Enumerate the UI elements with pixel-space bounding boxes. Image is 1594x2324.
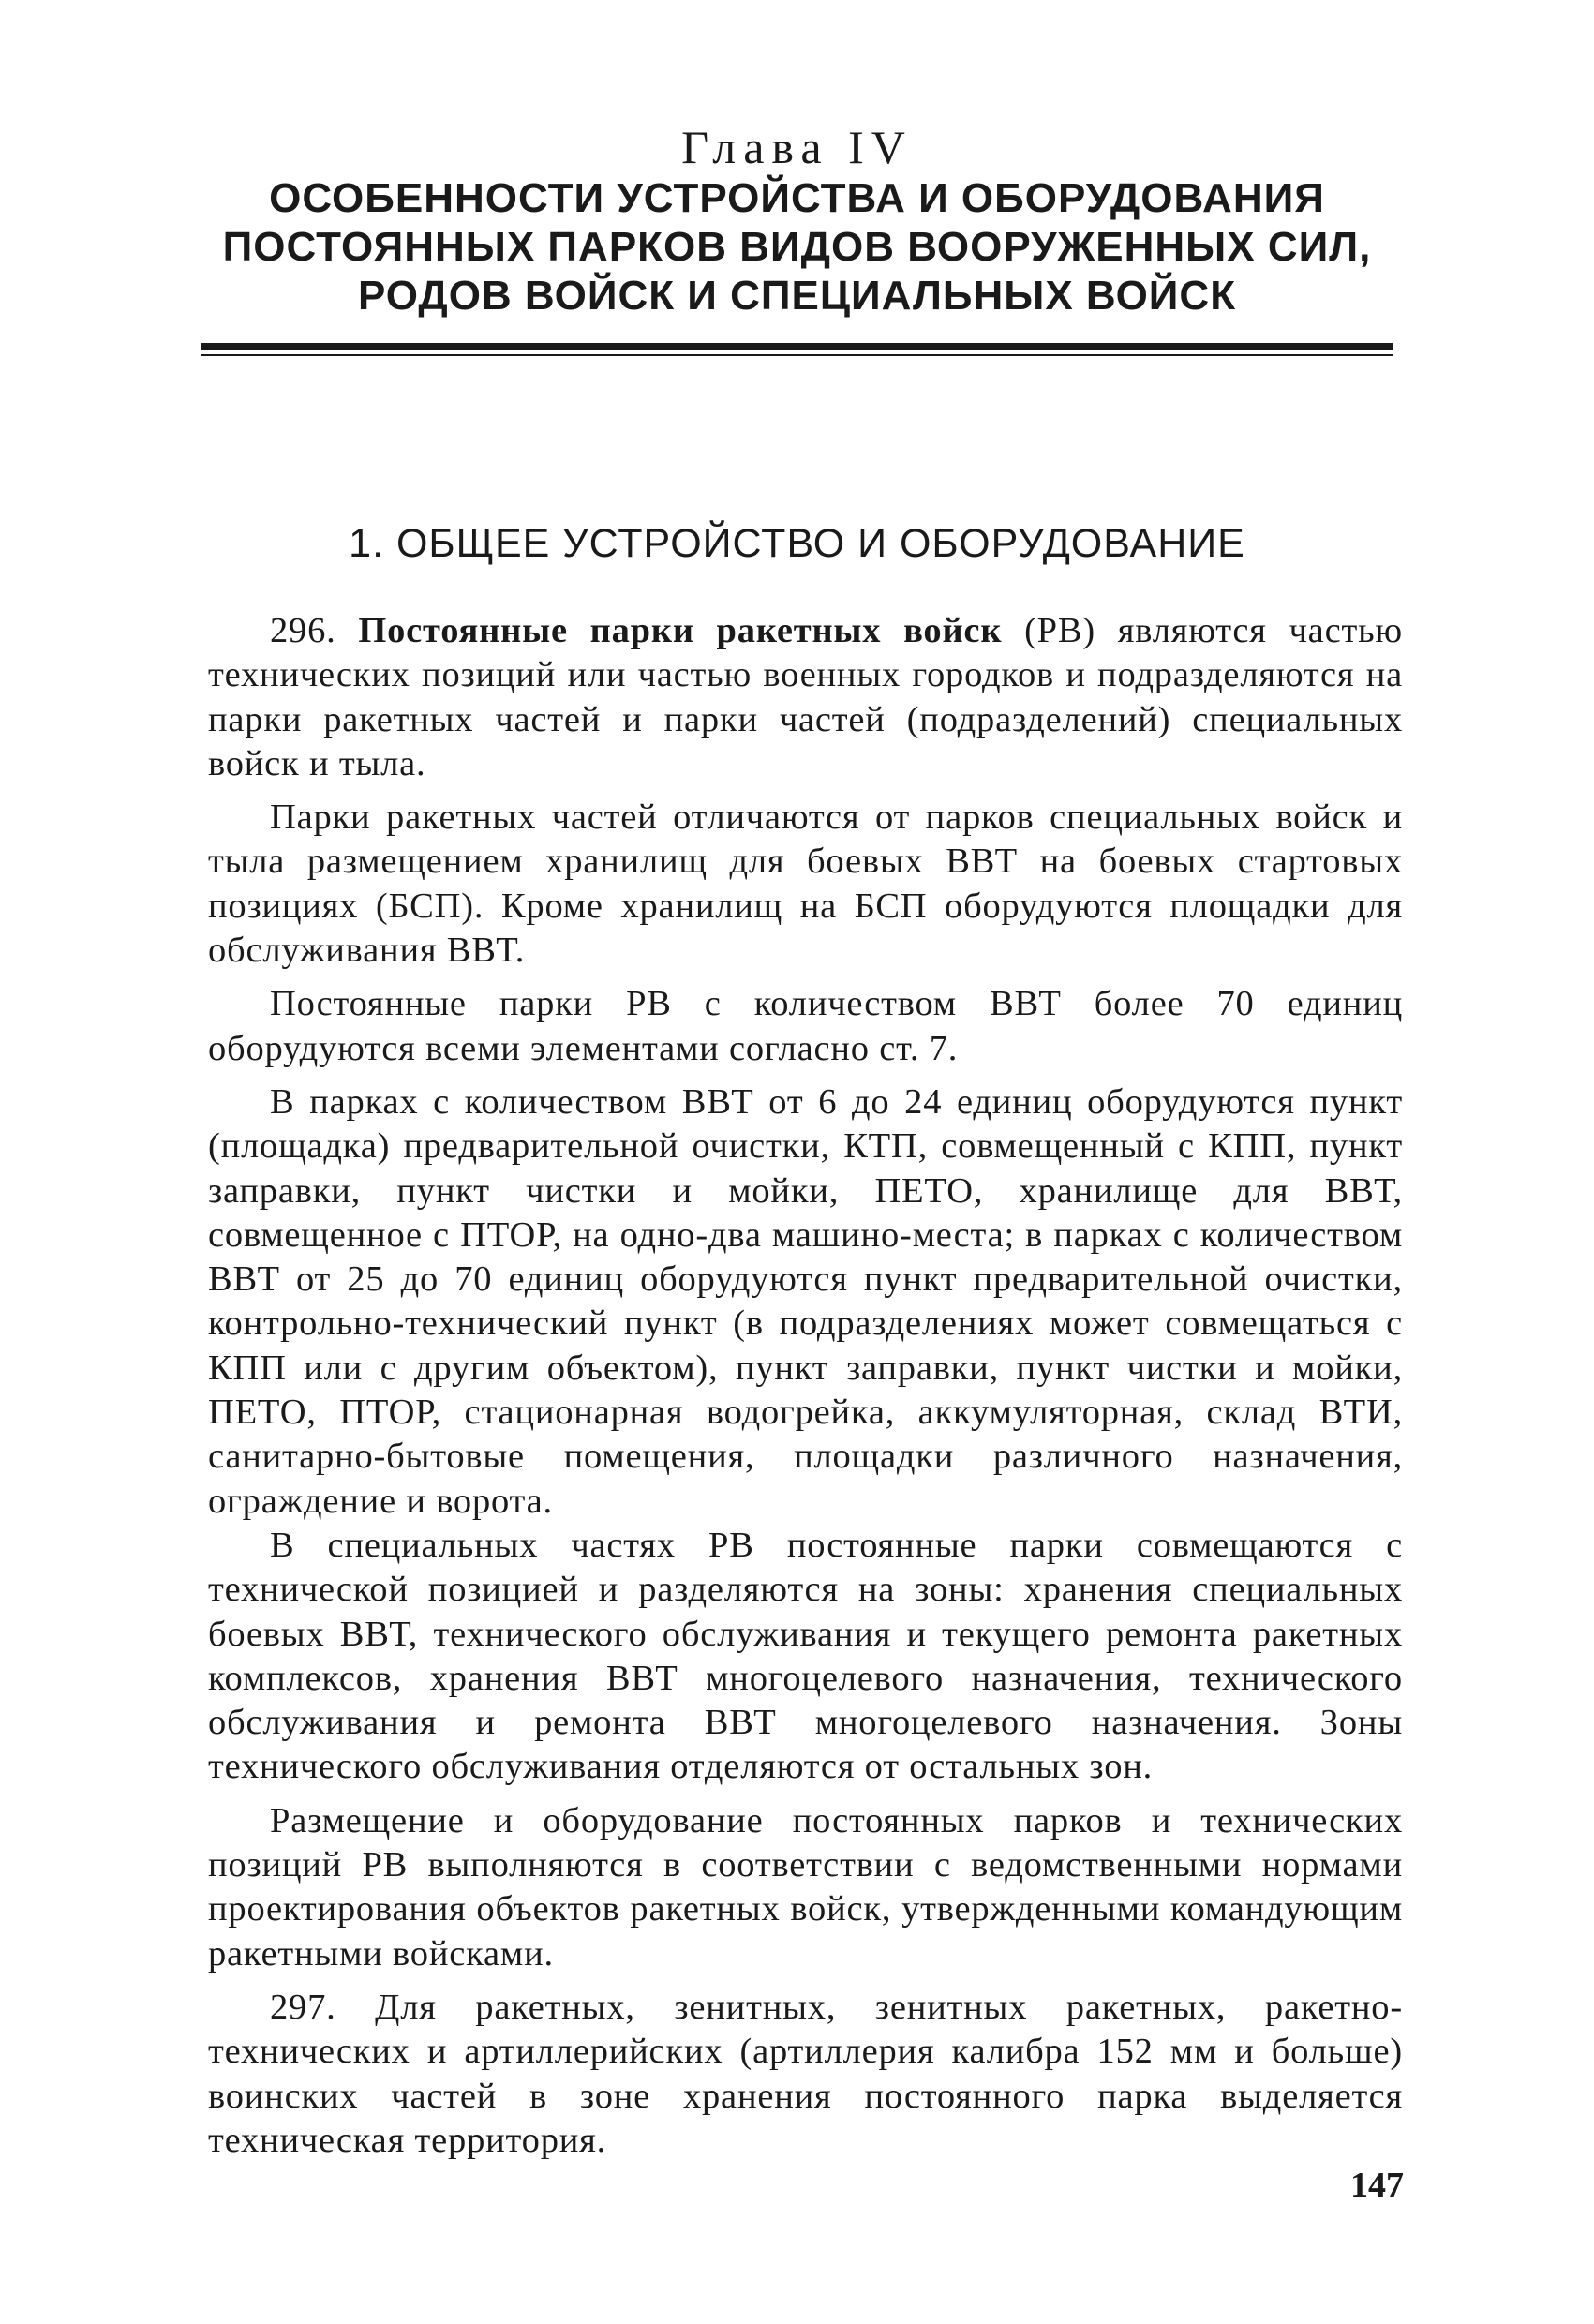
- chapter-title: [187, 174, 1407, 320]
- paragraph-297: [208, 1986, 1403, 2163]
- chapter-title-line: ПОСТОЯННЫХ ПАРКОВ ВИДОВ ВООРУЖЕННЫХ СИЛ,: [222, 224, 1372, 270]
- chapter-title-line: РОДОВ ВОЙСК И СПЕЦИАЛЬНЫХ ВОЙСК: [357, 273, 1237, 319]
- section-heading: 1. ОБЩЕЕ УСТРОЙСТВО И ОБОРУДОВАНИЕ: [349, 521, 1245, 566]
- paragraph: Постоянные парки РВ с количеством ВВТ более 70 единиц оборудуются всеми элементами согласно ст. 7.: [208, 984, 1403, 1068]
- paragraph: Размещение и оборудование постоянных парков и технических позиций РВ выполняются в соответствии с ведомственными нормами проектирования объектов ракетных войск, утвержденными командующим ракетными войсками.: [208, 1800, 1403, 1974]
- title-rule-thin: [201, 354, 1393, 356]
- paragraph: Парки ракетных частей отличаются от парков специальных войск и тыла размещением хранилищ для боевых ВВТ на боевых стартовых позициях (БСП). Кроме хранилищ на БСП оборудуются площадки для обслуживания ВВТ.: [208, 797, 1403, 971]
- paragraph: В парках с количеством ВВТ от 6 до 24 единиц оборудуются пункт (площадка) предварительной очистки, КТП, совмещенный с КПП, пункт заправки, пункт чистки и мойки, ПЕТО, хранилище для ВВТ, совмещенное с ПТОР, на одно-два машино-места; в парках с количеством ВВТ от 25 до 70 единиц оборудуются пункт предварительной очистки, контрольно-технический пункт (в подразделениях может совмещаться с КПП или с другим объектом), пункт заправки, пункт чистки и мойки, ПЕТО, ПТОР, стационарная водогрейка, аккумуляторная, склад ВТИ, санитарно-бытовые помещения, площадки различного назначения, ограждение и ворота.: [208, 1081, 1403, 1521]
- page-number: 147: [1350, 2166, 1404, 2205]
- chapter-title-line: ОСОБЕННОСТИ УСТРОЙСТВА И ОБОРУДОВАНИЯ: [269, 175, 1325, 221]
- paragraph: В специальных частях РВ постоянные парки совмещаются с технической позицией и разделяются на зоны: хранения специальных боевых ВВТ, технического обслуживания и текущего ремонта ракетных комплексов, хранения ВВТ многоцелевого назначения, технического обслуживания и ремонта ВВТ многоцелевого назначения. Зоны технического обслуживания отделяются от остальных зон.: [208, 1525, 1403, 1787]
- paragraph-text: Для ракетных, зенитных, зенитных ракетных, ракетно-технических и артиллерийских (артиллерия калибра 152 мм и больше) воинских частей в зоне хранения постоянного парка выделяется техническая территория.: [208, 1987, 1403, 2160]
- paragraph-number: 296.: [270, 611, 336, 650]
- paragraph-number: 297.: [270, 1987, 336, 2027]
- paragraph-296: [208, 609, 1403, 786]
- chapter-label: Глава IV: [681, 121, 913, 173]
- bold-lead: Постоянные парки ракетных войск: [358, 611, 1003, 650]
- body-text: [208, 609, 1403, 2163]
- title-rule: [201, 343, 1393, 350]
- paragraph-text: (РВ) являются частью технических позиций или частью военных городков и подразделяются на парки ракетных частей и парки частей (подразделений) специальных войск и тыла.: [208, 611, 1403, 783]
